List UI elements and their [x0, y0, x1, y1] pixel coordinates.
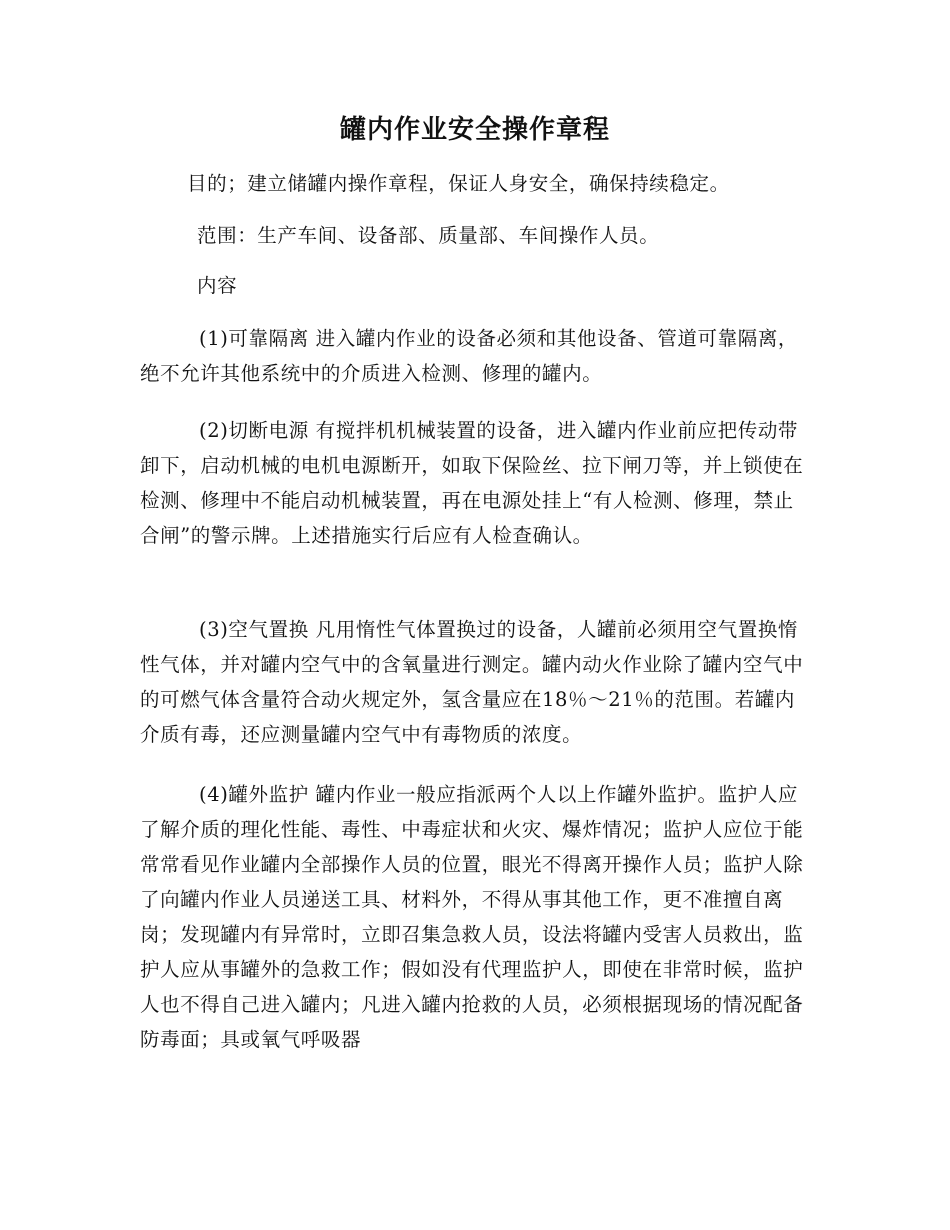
paragraph-air-replacement: (3)空气置换 凡用惰性气体置换过的设备，人罐前必须用空气置换惰性气体，并对罐内空气中的含氧量进行测定。罐内动火作业除了罐内空气中的可燃气体含量符合动火规定外，氢含量应在18％～21％的范围。若罐内介质有毒，还应测量罐内空气中有毒物质的浓度。	[140, 618, 804, 746]
paragraph-external-monitoring: (4)罐外监护 罐内作业一般应指派两个人以上作罐外监护。监护人应了解介质的理化性能、毒性、中毒症状和火灾、爆炸情况；监护人应位于能常常看见作业罐内全部操作人员的位置，眼光不得离开操作人员；监护人除了向罐内作业人员递送工具、材料外，不得从事其他工作，更不准擅自离岗；发现罐内有异常时，立即召集急救人员，设法将罐内受害人员救出，监护人应从事罐外的急救工作；假如没有代理监护人，即使在非常时候，监护人也不得自己进入罐内；凡进入罐内抢救的人员，必须根据现场的情况配备防毒面；具或氧气呼吸器	[140, 783, 804, 1051]
document-title: 罐内作业安全操作章程	[339, 115, 610, 145]
purpose-line: 目的；建立储罐内操作章程，保证人身安全，确保持续稳定。	[187, 172, 730, 195]
paragraph-isolation: (1)可靠隔离 进入罐内作业的设备必须和其他设备、管道可靠隔离，绝不允许其他系统中的介质进入检测、修理的罐内。	[140, 327, 799, 385]
scope-line: 范围：生产车间、设备部、质量部、车间操作人员。	[197, 224, 660, 247]
content-heading: 内容	[197, 274, 238, 297]
paragraph-power-off: (2)切断电源 有搅拌机机械装置的设备，进入罐内作业前应把传动带卸下，启动机械的电机电源断开，如取下保险丝、拉下闸刀等，并上锁使在检测、修理中不能启动机械装置，再在电源处挂上“有人检测、修理，禁止合闸”的警示牌。上述措施实行后应有人检查确认。	[140, 419, 804, 547]
